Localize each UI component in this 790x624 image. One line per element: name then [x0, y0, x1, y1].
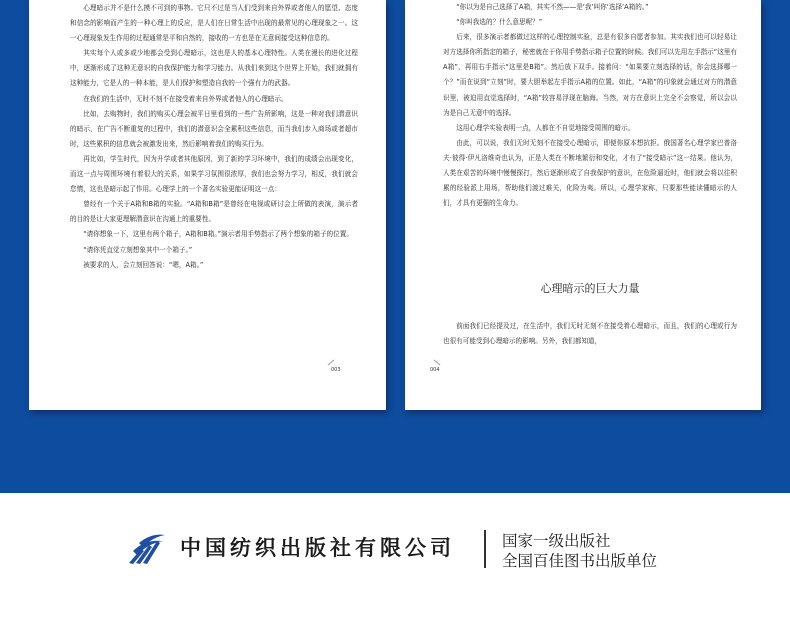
paragraph: 由此，可以说，我们无时无刻不在接受心理暗示，即便你原本想抗拒。俄国著名心理学家巴普洛夫·彼得·伊凡洛维奇也认为，正是人类在不断地繁衍和变化，才有了“接受暗示”这一结果。他认为，人类在艰苦的环境中慢慢探打，然后逐渐形成了自我保护的意识，在危险逼近时，他们就会将以往积累的经验派上用场，帮助他们渡过难关，化险为夷。所以，心理学家称，只要那些能读懂暗示的人们，才具有更强的生命力。 — [443, 138, 737, 208]
left-page-body — [70, 0, 358, 273]
paragraph: “请你凭直觉立刻想象其中一个箱子。” — [83, 245, 193, 254]
footer-divider — [484, 530, 486, 568]
section-body — [443, 319, 737, 349]
paragraph: 被要求的人，会立刻回答说：“嗯，A箱。” — [83, 260, 204, 269]
page-corner-mark — [328, 360, 335, 366]
paragraph: 前面我们已经提及过，在生活中，我们无时无刻不在接受着心理暗示，而且，我们的心理或行为也很有可能受到心理暗示的影响。另外，我们都知道， — [443, 322, 737, 346]
right-page-body — [443, 0, 737, 211]
left-book-page — [29, 0, 386, 410]
paragraph: 曾经有一个关于A箱和B箱的实验。“A箱和B箱”是曾经在电视或研讨会上所做的表演，演示者的目的是让大家更理解潜意识在沟通上的重要性。 — [70, 200, 358, 224]
paragraph: “你以为是自己选择了A箱，其实不然——是‘我’叫你‘选择’A箱的。” — [456, 3, 649, 11]
publisher-tagline: 国家一级出版社 — [502, 532, 611, 550]
page-number: 003 — [331, 367, 341, 373]
paragraph: “你叫我选的？什么意思呢？” — [456, 18, 543, 27]
paragraph: 在我们的生活中，无时不刻不在接受着来自外界或者他人的心理暗示。 — [83, 94, 288, 103]
publisher-logo-icon — [127, 531, 167, 565]
paragraph: 后来，很多演示者都做过这样的心理控制实验，总是有很多自愿者参加。其实我们也可以轻易让对方选择你所指定的箱子，秘密就在于你用手势指示箱子位置的时候。我们可以先用左手指示“这里有A箱”，再用右手指示“这里是B箱”。然后放下双手。接着问：“如果要立刻选择的话，你会选择哪一个？”而在说到“立刻”时，要大胆举起左手指示A箱的位置。如此，“A箱”的印象就会通过对方的潜意识里，被迫用直觉选择时，“A箱”较容易浮现在脑海。当然，对方在意识上完全不会察觉，所以会以为是自己无意中的选择。 — [443, 33, 737, 117]
paragraph: 这用心理学实验表明一点，人都在不自觉地接受周围的暗示。 — [456, 123, 635, 132]
paragraph: 比如，去购物时，我们的购买心理会被平日里看到的一些广告所影响，这是一种对我们潜意识的暗示，在广告不断重复的过程中，我们的潜意识会全累积这些信息，而当我们步入商场或者超市时，这些累积的信息就会被激发出来，然后影响着我们的购买行为。 — [70, 109, 358, 148]
publisher-tagline: 全国百佳图书出版单位 — [502, 552, 658, 570]
page-number: 004 — [430, 367, 440, 373]
paragraph: 心理暗示并不是什么摸不可到的事物。它只不过是当人们受到来自外界或者他人的愿望、态度和信念的影响而产生的一种心理上的反应，是人们在日常生活中出现的最常见的心理现象之一。这一心理现象发生作用的过程通常是平和自然的，接收的一方也是在无意间接受这种信息的。 — [70, 4, 358, 43]
publisher-name: 中国纺织出版社有限公司 — [180, 535, 455, 560]
paragraph: “请你想象一下，这里有两个箱子，A箱和B箱。”演示者用手势指示了两个想象的箱子的位置。 — [83, 230, 353, 239]
right-book-page — [405, 0, 761, 410]
paragraph: 再比如，学生时代，因为升学或者其他原因，到了新的学习环境中，我们的成绩会出现变化，而这一点与周围环境有着很大的关系，如果学习氛围很浓厚，我们也会努力学习，相反，我们就会怠惰，这也是暗示起了作用。心理学上的一个著名实验更能证明这一点： — [70, 154, 358, 194]
page-corner-mark — [434, 360, 441, 366]
section-title: 心理暗示的巨大力量 — [540, 282, 640, 295]
paragraph: 其实每个人或多或少地都会受到心理暗示，这也是人的基本心理特性。人类在漫长的进化过程中，逐渐形成了这种无意识的自我保护能力和学习能力。从我们来到这个世界上开始，我们就拥有这种能力，它是人的一种本能，是人们保护和塑造自我的一个强有力的武器。 — [70, 49, 358, 88]
